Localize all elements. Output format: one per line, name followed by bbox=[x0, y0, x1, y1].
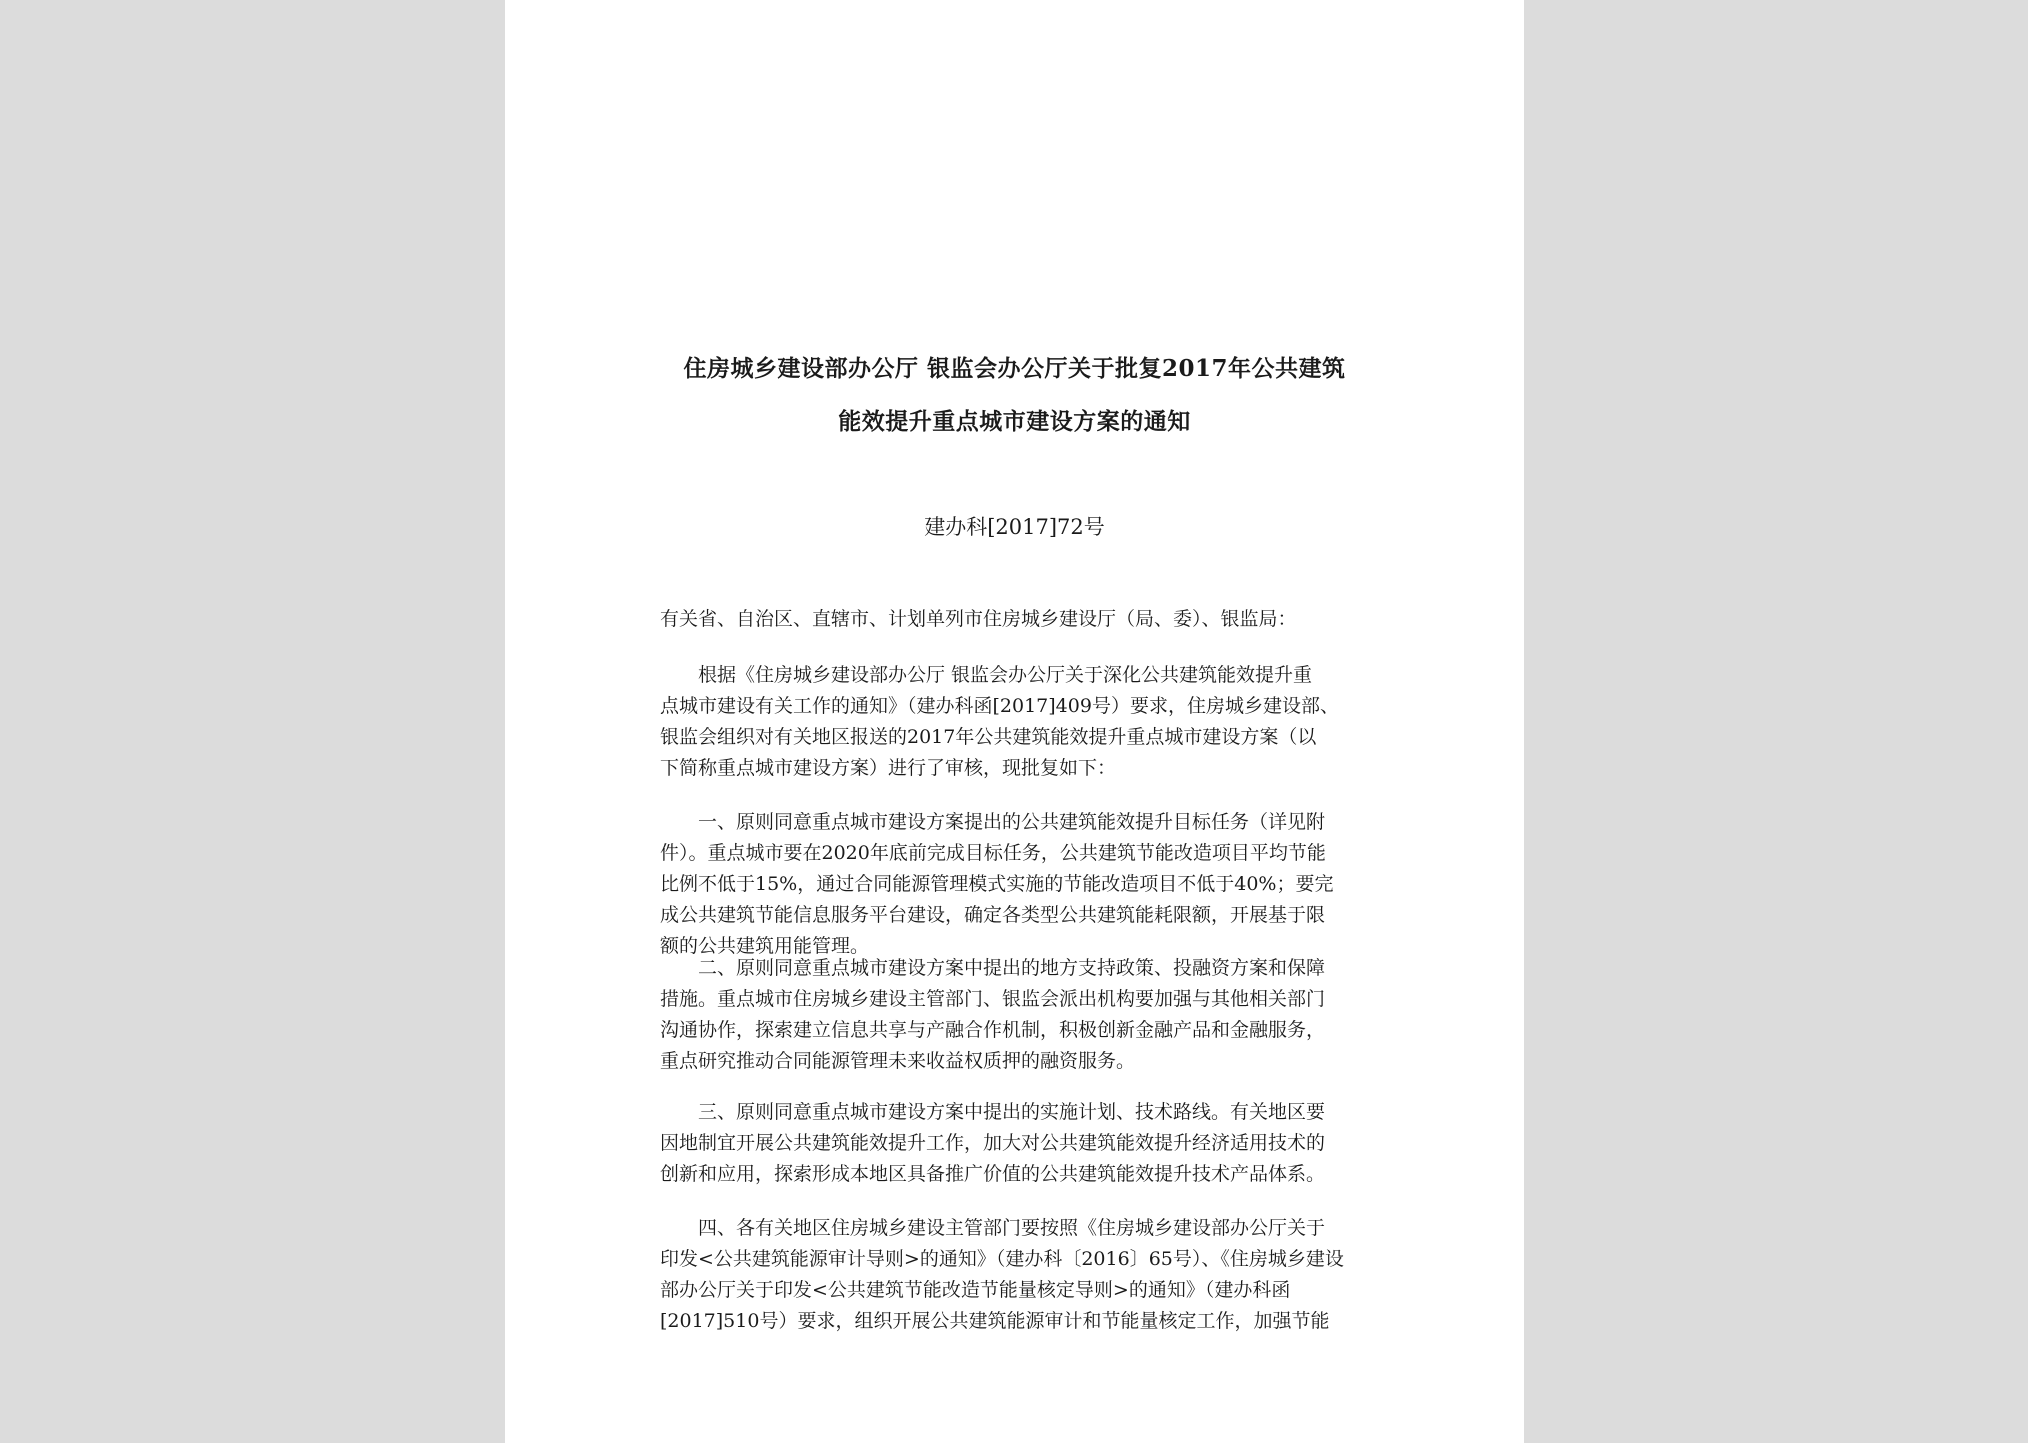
paragraph-item-4 bbox=[660, 1213, 1369, 1337]
salutation bbox=[660, 604, 1369, 635]
document-page bbox=[505, 0, 1524, 1443]
paragraph-line: 比例不低于15%，通过合同能源管理模式实施的节能改造项目不低于40%；要完 bbox=[660, 873, 1334, 895]
paragraph-line: 沟通协作，探索建立信息共享与产融合作机制，积极创新金融产品和金融服务， bbox=[660, 1019, 1326, 1041]
document-number: 建办科[2017]72号 bbox=[924, 515, 1105, 539]
paragraph-line: 银监会组织对有关地区报送的2017年公共建筑能效提升重点城市建设方案（以 bbox=[660, 726, 1317, 748]
paragraph-line: 成公共建筑节能信息服务平台建设，确定各类型公共建筑能耗限额，开展基于限 bbox=[660, 904, 1326, 926]
paragraph-line: 下简称重点城市建设方案）进行了审核，现批复如下： bbox=[660, 757, 1117, 779]
paragraph-line: 四、各有关地区住房城乡建设主管部门要按照《住房城乡建设部办公厅关于 bbox=[660, 1217, 1326, 1239]
paragraph-line: 重点研究推动合同能源管理未来收益权质押的融资服务。 bbox=[660, 1050, 1136, 1072]
paragraph-line: 创新和应用，探索形成本地区具备推广价值的公共建筑能效提升技术产品体系。 bbox=[660, 1163, 1326, 1185]
paragraph-intro bbox=[660, 660, 1369, 784]
document-title-line-2: 能效提升重点城市建设方案的通知 bbox=[838, 408, 1191, 435]
paragraph-line: 点城市建设有关工作的通知》（建办科函[2017]409号）要求，住房城乡建设部、 bbox=[660, 695, 1339, 717]
paragraph-line: 三、原则同意重点城市建设方案中提出的实施计划、技术路线。有关地区要 bbox=[660, 1101, 1326, 1123]
paragraph-line: [2017]510号）要求，组织开展公共建筑能源审计和节能量核定工作，加强节能 bbox=[660, 1310, 1330, 1332]
paragraph-line: 一、原则同意重点城市建设方案提出的公共建筑能效提升目标任务（详见附 bbox=[660, 811, 1326, 833]
paragraph-line: 件）。重点城市要在2020年底前完成目标任务，公共建筑节能改造项目平均节能 bbox=[660, 842, 1326, 864]
paragraph-line: 二、原则同意重点城市建设方案中提出的地方支持政策、投融资方案和保障 bbox=[660, 957, 1326, 979]
paragraph-item-2 bbox=[660, 953, 1369, 1077]
document-title-line-1: 住房城乡建设部办公厅 银监会办公厅关于批复2017年公共建筑 bbox=[683, 355, 1346, 382]
salutation-text: 有关省、自治区、直辖市、计划单列市住房城乡建设厅（局、委）、银监局： bbox=[660, 608, 1297, 630]
paragraph-line: 印发<公共建筑能源审计导则>的通知》（建办科〔2016〕65号）、《住房城乡建设 bbox=[660, 1248, 1344, 1270]
paragraph-line: 措施。重点城市住房城乡建设主管部门、银监会派出机构要加强与其他相关部门 bbox=[660, 988, 1326, 1010]
paragraph-line: 根据《住房城乡建设部办公厅 银监会办公厅关于深化公共建筑能效提升重 bbox=[660, 664, 1313, 686]
paragraph-line: 因地制宜开展公共建筑能效提升工作，加大对公共建筑能效提升经济适用技术的 bbox=[660, 1132, 1326, 1154]
paragraph-item-1 bbox=[660, 807, 1369, 962]
paragraph-item-3 bbox=[660, 1097, 1369, 1190]
paragraph-line: 额的公共建筑用能管理。 bbox=[660, 935, 870, 957]
paragraph-line: 部办公厅关于印发<公共建筑节能改造节能量核定导则>的通知》（建办科函 bbox=[660, 1279, 1291, 1301]
